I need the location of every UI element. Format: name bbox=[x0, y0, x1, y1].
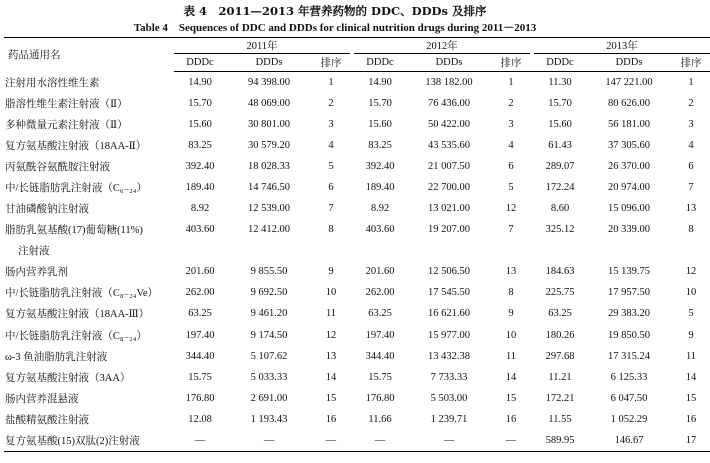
rank-cell: 10 bbox=[325, 287, 337, 299]
ddds-cell: 1 239.71 bbox=[430, 413, 468, 425]
rank-cell: — bbox=[492, 430, 530, 451]
dddc-cell: 189.40 bbox=[185, 182, 215, 194]
dddc-cell: 63.25 bbox=[368, 308, 392, 320]
ddds-cell: 12 506.50 bbox=[428, 266, 470, 278]
rank-cell: 12 bbox=[685, 266, 697, 278]
rank-cell: 7 bbox=[508, 224, 514, 236]
ddds-cell: 2 691.00 bbox=[250, 392, 288, 404]
drug-name-cell: 复方氨基酸(15)双肽(2)注射液 bbox=[4, 430, 174, 451]
rank-cell: 14 bbox=[685, 371, 697, 383]
table-row bbox=[4, 114, 710, 135]
rank-cell: 6 bbox=[688, 160, 694, 172]
rank-cell: 11 bbox=[325, 308, 337, 320]
rank-cell: 15 bbox=[325, 392, 337, 404]
table-row bbox=[4, 325, 710, 346]
dddc-cell: 225.75 bbox=[545, 287, 575, 299]
table-caption-en: Table 4 Sequences of DDC and DDDs for clinical nutrition drugs during 2011－2013 bbox=[133, 22, 537, 34]
dddc-cell: 11.30 bbox=[548, 76, 572, 88]
col-rank-2013: 排序 bbox=[672, 54, 710, 72]
ddds-cell: 21 007.50 bbox=[428, 160, 470, 172]
rank-cell: 1 bbox=[508, 76, 514, 88]
year-2013-header: 2013年 bbox=[534, 38, 710, 54]
drug-name-cell: 脂溶性维生素注射液（Ⅱ） bbox=[5, 98, 128, 110]
rank-cell: 17 bbox=[672, 430, 710, 451]
ddds-cell: 19 850.50 bbox=[608, 329, 650, 341]
drug-name-cell: 中/长链脂肪乳注射液（C₆₋₂₄） bbox=[5, 183, 147, 195]
dddc-cell: 262.00 bbox=[185, 287, 215, 299]
dddc-cell: 184.63 bbox=[545, 266, 575, 278]
drug-name-cell: 丙氨酰谷氨酰胺注射液 bbox=[5, 161, 110, 173]
rank-cell: 15 bbox=[685, 392, 697, 404]
rank-cell: 8 bbox=[688, 224, 694, 236]
dddc-cell: 589.95 bbox=[534, 430, 586, 451]
col-rank-2012: 排序 bbox=[492, 54, 530, 72]
rank-cell: 11 bbox=[685, 350, 697, 362]
rank-cell: 3 bbox=[328, 118, 334, 130]
dddc-cell: 15.60 bbox=[368, 118, 392, 130]
ddds-cell: 37 305.60 bbox=[608, 139, 650, 151]
ddds-cell: 18 028.33 bbox=[248, 160, 290, 172]
rank-cell: 1 bbox=[328, 76, 334, 88]
dddc-cell: 344.40 bbox=[365, 350, 395, 362]
dddc-cell: 325.12 bbox=[545, 224, 575, 236]
drug-name-continuation: 注射液 bbox=[18, 246, 50, 258]
drug-name-cell: 肠内营养乳剂 bbox=[5, 267, 68, 279]
rank-cell: 7 bbox=[328, 203, 334, 215]
ddds-cell: 138 182.00 bbox=[425, 76, 473, 88]
drug-name-cell: 复方氨基酸注射液（18AA-Ⅲ） bbox=[5, 309, 150, 321]
ddds-cell: 147 221.00 bbox=[605, 76, 653, 88]
drug-name-cell: ω-3 鱼油脂肪乳注射液 bbox=[5, 351, 108, 363]
dddc-cell: 197.40 bbox=[185, 329, 215, 341]
rank-cell: 12 bbox=[505, 203, 517, 215]
ddds-cell: 9 855.50 bbox=[250, 266, 288, 278]
col-dddc-2011: DDDc bbox=[174, 54, 226, 72]
drug-name-cell: 复方氨基酸注射液（18AA-Ⅱ） bbox=[5, 140, 147, 152]
dddc-cell: 11.55 bbox=[548, 413, 572, 425]
rank-cell: 13 bbox=[325, 350, 337, 362]
rank-cell: 2 bbox=[328, 97, 334, 109]
ddds-cell: 15 096.00 bbox=[608, 203, 650, 215]
rank-cell: 8 bbox=[328, 224, 334, 236]
drug-name-cell: 甘油磷酸钠注射液 bbox=[5, 204, 89, 216]
rank-cell: 7 bbox=[688, 182, 694, 194]
rank-cell: 9 bbox=[328, 266, 334, 278]
rank-cell: 9 bbox=[688, 329, 694, 341]
ddds-cell: 16 621.60 bbox=[428, 308, 470, 320]
ddds-cell: 13 432.38 bbox=[428, 350, 470, 362]
rank-cell: 3 bbox=[508, 118, 514, 130]
rank-cell: 13 bbox=[505, 266, 517, 278]
dddc-cell: 15.60 bbox=[548, 118, 572, 130]
rank-cell: 8 bbox=[508, 287, 514, 299]
ddds-cell: 17 315.24 bbox=[608, 350, 650, 362]
ddds-cell: 30 579.20 bbox=[248, 139, 290, 151]
drug-name-cell: 盐酸精氨酸注射液 bbox=[5, 414, 89, 426]
ddds-cell: 20 339.00 bbox=[608, 224, 650, 236]
rank-cell: 10 bbox=[505, 329, 517, 341]
ddds-cell: 30 801.00 bbox=[248, 118, 290, 130]
ddds-cell: 29 383.20 bbox=[608, 308, 650, 320]
dddc-cell: 197.40 bbox=[365, 329, 395, 341]
table-row bbox=[4, 72, 710, 93]
dddc-cell: 297.68 bbox=[545, 350, 575, 362]
table-row bbox=[4, 93, 710, 114]
col-ddds-2011: DDDs bbox=[226, 54, 312, 72]
rank-cell: 4 bbox=[688, 139, 694, 151]
year-2011-header: 2011年 bbox=[174, 38, 350, 54]
table-row bbox=[4, 303, 710, 324]
ddds-cell: 50 422.00 bbox=[428, 118, 470, 130]
ddds-cell: 14 746.50 bbox=[248, 182, 290, 194]
ddds-cell: 6 125.33 bbox=[610, 371, 648, 383]
drug-name-cell: 多种微量元素注射液（Ⅱ） bbox=[5, 119, 128, 131]
col-rank-2011: 排序 bbox=[312, 54, 350, 72]
dddc-cell: 201.60 bbox=[185, 266, 215, 278]
drug-name-cell: 中/长链脂肪乳注射液（C₈₋₂₄Ve） bbox=[5, 288, 159, 300]
ddds-cell: 6 047.50 bbox=[610, 392, 648, 404]
dddc-cell: 189.40 bbox=[365, 182, 395, 194]
rank-cell: 4 bbox=[508, 139, 514, 151]
dddc-cell: 8.60 bbox=[550, 203, 570, 215]
dddc-cell: 11.21 bbox=[548, 371, 572, 383]
drug-name-cell: 注射用水溶性维生素 bbox=[5, 77, 100, 89]
dddc-cell: 176.80 bbox=[365, 392, 395, 404]
rank-cell: 14 bbox=[325, 371, 337, 383]
dddc-cell: 392.40 bbox=[185, 160, 215, 172]
ddds-cell: 12 412.00 bbox=[248, 224, 290, 236]
ddds-cell: 9 692.50 bbox=[250, 287, 288, 299]
rank-cell: 10 bbox=[685, 287, 697, 299]
drug-name-header: 药品通用名 bbox=[4, 38, 174, 72]
dddc-cell: 201.60 bbox=[365, 266, 395, 278]
dddc-cell: 83.25 bbox=[188, 139, 212, 151]
ddds-cell: 13 021.00 bbox=[428, 203, 470, 215]
dddc-cell: 83.25 bbox=[368, 139, 392, 151]
col-dddc-2013: DDDc bbox=[534, 54, 586, 72]
rank-cell: 5 bbox=[328, 160, 334, 172]
dddc-cell: 15.70 bbox=[368, 97, 392, 109]
table-caption-cn: 表 4 2011—2013 年营养药物的 DDC、DDDs 及排序 bbox=[183, 4, 487, 18]
table-row bbox=[4, 219, 710, 240]
dddc-cell: 63.25 bbox=[188, 308, 212, 320]
dddc-cell: 180.26 bbox=[545, 329, 575, 341]
rank-cell: 2 bbox=[508, 97, 514, 109]
ddds-cell: 17 957.50 bbox=[608, 287, 650, 299]
ddds-cell: 94 398.00 bbox=[248, 76, 290, 88]
dddc-cell: 262.00 bbox=[365, 287, 395, 299]
rank-cell: 16 bbox=[685, 413, 697, 425]
ddds-cell: 146.67 bbox=[586, 430, 672, 451]
rank-cell: — bbox=[312, 430, 350, 451]
dddc-cell: 63.25 bbox=[548, 308, 572, 320]
ddds-cell: 19 207.00 bbox=[428, 224, 470, 236]
rank-cell: 3 bbox=[688, 118, 694, 130]
rank-cell: 16 bbox=[505, 413, 517, 425]
ddds-cell: 17 545.50 bbox=[428, 287, 470, 299]
table-row bbox=[4, 430, 710, 451]
rank-cell: 11 bbox=[505, 350, 517, 362]
ddds-cell: 56 181.00 bbox=[608, 118, 650, 130]
dddc-cell: 8.92 bbox=[370, 203, 390, 215]
dddc-cell: 172.21 bbox=[545, 392, 575, 404]
dddc-cell: 403.60 bbox=[185, 224, 215, 236]
ddds-cell: 1 052.29 bbox=[610, 413, 648, 425]
ddds-cell: — bbox=[406, 430, 492, 451]
nutrition-drugs-table bbox=[4, 37, 710, 452]
ddds-cell: 26 370.00 bbox=[608, 160, 650, 172]
rank-cell: 13 bbox=[685, 203, 697, 215]
table-row bbox=[4, 261, 710, 282]
drug-name-cell: 脂肪乳氨基酸(17)葡萄糖(11%) bbox=[5, 225, 143, 237]
dddc-cell: 15.70 bbox=[188, 97, 212, 109]
ddds-cell: 22 700.00 bbox=[428, 182, 470, 194]
ddds-cell: 5 033.33 bbox=[250, 371, 288, 383]
dddc-cell: 8.92 bbox=[190, 203, 210, 215]
table-row bbox=[4, 346, 710, 367]
year-2012-header: 2012年 bbox=[354, 38, 530, 54]
dddc-cell: 403.60 bbox=[365, 224, 395, 236]
table-row bbox=[4, 177, 710, 198]
rank-cell: 14 bbox=[505, 371, 517, 383]
table-row bbox=[4, 282, 710, 303]
table-row bbox=[4, 409, 710, 430]
ddds-cell: 7 733.33 bbox=[430, 371, 468, 383]
table-row bbox=[4, 367, 710, 388]
rank-cell: 4 bbox=[328, 139, 334, 151]
dddc-cell: 15.75 bbox=[368, 371, 392, 383]
table-row bbox=[4, 198, 710, 219]
ddds-cell: 76 436.00 bbox=[428, 97, 470, 109]
rank-cell: 1 bbox=[688, 76, 694, 88]
ddds-cell: 5 503.00 bbox=[430, 392, 468, 404]
ddds-cell: — bbox=[226, 430, 312, 451]
dddc-cell: 15.60 bbox=[188, 118, 212, 130]
dddc-cell: 61.43 bbox=[548, 139, 572, 151]
table-row bbox=[4, 156, 710, 177]
ddds-cell: 1 193.43 bbox=[250, 413, 288, 425]
ddds-cell: 5 107.62 bbox=[250, 350, 288, 362]
ddds-cell: 15 977.00 bbox=[428, 329, 470, 341]
rank-cell: 9 bbox=[508, 308, 514, 320]
col-ddds-2013: DDDs bbox=[586, 54, 672, 72]
dddc-cell: 11.66 bbox=[368, 413, 392, 425]
rank-cell: 6 bbox=[328, 182, 334, 194]
dddc-cell: — bbox=[174, 430, 226, 451]
rank-cell: 5 bbox=[688, 308, 694, 320]
table-row bbox=[4, 135, 710, 156]
table-row bbox=[4, 388, 710, 409]
ddds-cell: 9 174.50 bbox=[250, 329, 288, 341]
rank-cell: 12 bbox=[325, 329, 337, 341]
rank-cell: 15 bbox=[505, 392, 517, 404]
dddc-cell: 176.80 bbox=[185, 392, 215, 404]
drug-name-cell: 中/长链脂肪乳注射液（C₈₋₂₄） bbox=[5, 330, 147, 342]
rank-cell: 5 bbox=[508, 182, 514, 194]
drug-name-cell: 肠内营养混悬液 bbox=[5, 393, 79, 405]
dddc-cell: 289.07 bbox=[545, 160, 575, 172]
dddc-cell: 14.90 bbox=[188, 76, 212, 88]
ddds-cell: 20 974.00 bbox=[608, 182, 650, 194]
dddc-cell: 14.90 bbox=[368, 76, 392, 88]
dddc-cell: 172.24 bbox=[545, 182, 575, 194]
col-dddc-2012: DDDc bbox=[354, 54, 406, 72]
ddds-cell: 43 535.60 bbox=[428, 139, 470, 151]
table-body bbox=[4, 72, 710, 452]
ddds-cell: 48 069.00 bbox=[248, 97, 290, 109]
dddc-cell: 15.70 bbox=[548, 97, 572, 109]
rank-cell: 16 bbox=[325, 413, 337, 425]
dddc-cell: 392.40 bbox=[365, 160, 395, 172]
dddc-cell: 15.75 bbox=[188, 371, 212, 383]
table-row-continuation bbox=[4, 240, 710, 261]
rank-cell: 6 bbox=[508, 160, 514, 172]
dddc-cell: 12.08 bbox=[188, 413, 212, 425]
rank-cell: 2 bbox=[688, 97, 694, 109]
drug-name-cell: 复方氨基酸注射液（3AA） bbox=[5, 372, 131, 384]
dddc-cell: 344.40 bbox=[185, 350, 215, 362]
col-ddds-2012: DDDs bbox=[406, 54, 492, 72]
ddds-cell: 80 626.00 bbox=[608, 97, 650, 109]
ddds-cell: 15 139.75 bbox=[608, 266, 650, 278]
dddc-cell: — bbox=[354, 430, 406, 451]
ddds-cell: 9 461.20 bbox=[250, 308, 288, 320]
ddds-cell: 12 539.00 bbox=[248, 203, 290, 215]
